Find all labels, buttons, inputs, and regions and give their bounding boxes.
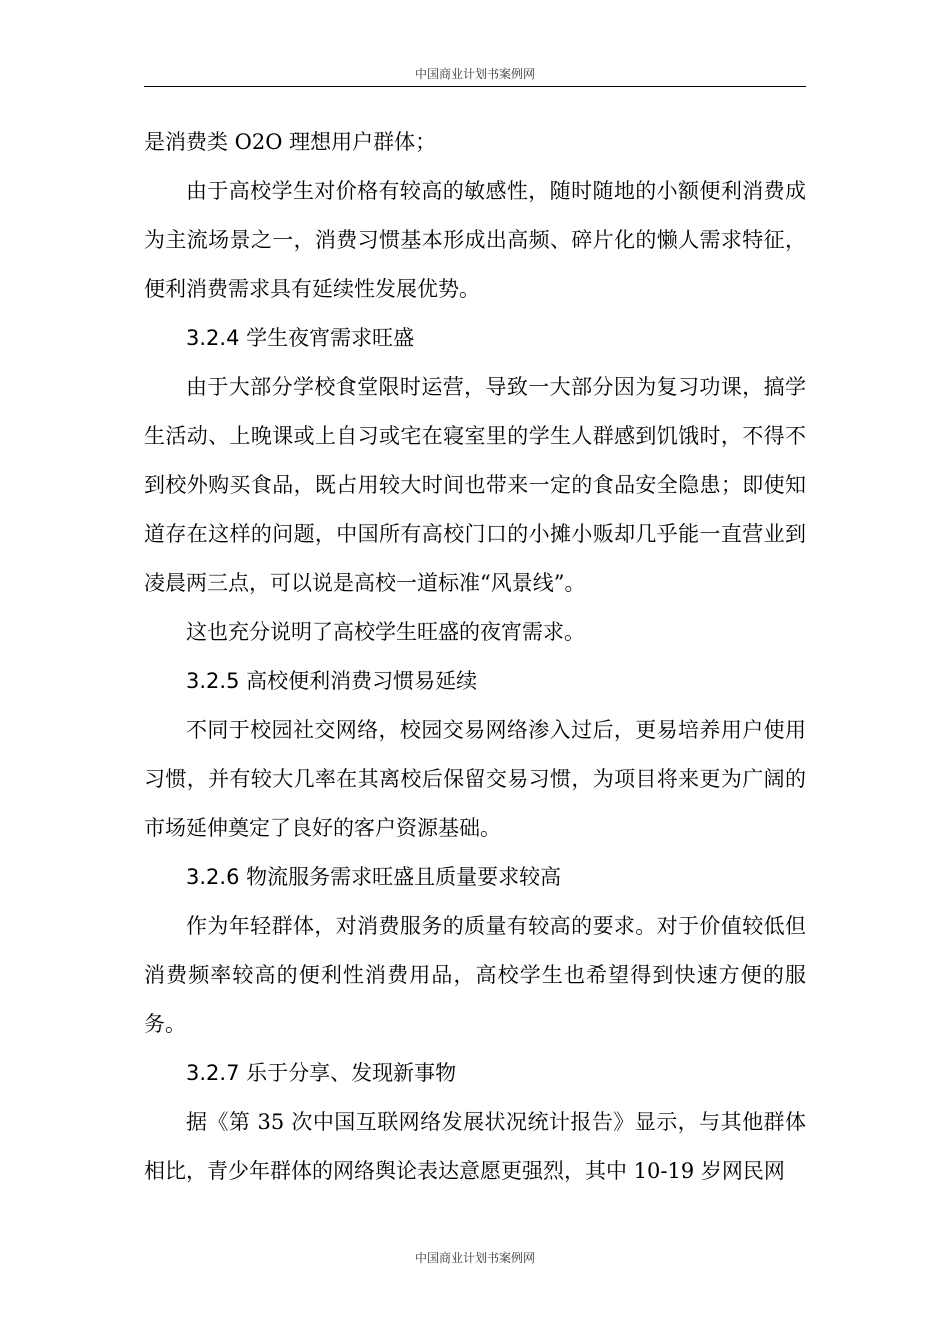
section-heading-3-2-6: 3.2.6 物流服务需求旺盛且质量要求较高 bbox=[186, 865, 562, 889]
paragraph-habit-continuation: 不同于校园社交网络，校园交易网络渗入过后，更易培养用户使用习惯，并有较大几率在其离校后保留交易习惯，为项目将来更为广阔的市场延伸奠定了良好的客户资源基础。 bbox=[144, 718, 806, 840]
paragraph-price-sensitivity: 由于高校学生对价格有较高的敏感性，随时随地的小额便利消费成为主流场景之一，消费习惯基本形成出高频、碎片化的懒人需求特征，便利消费需求具有延续性发展优势。 bbox=[144, 179, 806, 301]
paragraph-late-night-demand: 由于大部分学校食堂限时运营，导致一大部分因为复习功课，搞学生活动、上晚课或上自习或宅在寝室里的学生人群感到饥饿时，不得不到校外购买食品，既占用较大时间也带来一定的食品安全隐患；即使知道存在这样的问题，中国所有高校门口的小摊小贩却几乎能一直营业到凌晨两三点，可以说是高校一道标准“风景线”。 bbox=[144, 375, 806, 595]
paragraph-late-night-summary: 这也充分说明了高校学生旺盛的夜宵需求。 bbox=[186, 620, 585, 644]
paragraph-logistics-quality: 作为年轻群体，对消费服务的质量有较高的要求。对于价值较低但消费频率较高的便利性消费用品，高校学生也希望得到快速方便的服务。 bbox=[144, 914, 806, 1036]
section-heading-3-2-7: 3.2.7 乐于分享、发现新事物 bbox=[186, 1061, 457, 1085]
section-heading-3-2-5: 3.2.5 高校便利消费习惯易延续 bbox=[186, 669, 478, 693]
footer-text: 中国商业计划书案例网 bbox=[414, 1251, 535, 1265]
section-heading-3-2-4: 3.2.4 学生夜宵需求旺盛 bbox=[186, 326, 415, 350]
page-footer bbox=[144, 1248, 806, 1268]
paragraph-intro-tail: 是消费类 O2O 理想用户群体； bbox=[144, 130, 437, 154]
document-body bbox=[144, 118, 806, 1196]
page-header bbox=[144, 64, 806, 87]
paragraph-sharing-report: 据《第 35 次中国互联网络发展状况统计报告》显示，与其他群体相比，青少年群体的网络舆论表达意愿更强烈，其中 10-19 岁网民网 bbox=[144, 1110, 806, 1183]
header-text: 中国商业计划书案例网 bbox=[414, 67, 535, 81]
